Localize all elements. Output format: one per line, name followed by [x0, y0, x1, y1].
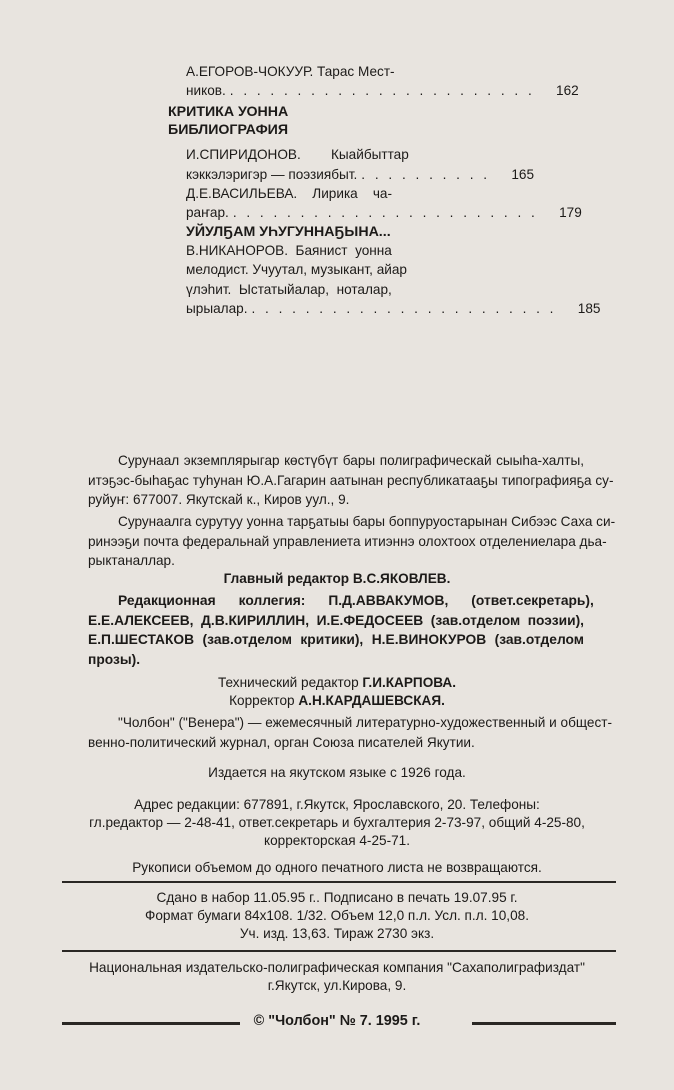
technical-editor	[60, 673, 614, 693]
toc-leader-dots: . . . . . . . . . . . . . . . . . . . . . . .	[251, 300, 557, 316]
toc-section-title: УЙУЛҔАМ УҺУГУННАҔЫНА...	[186, 224, 391, 241]
print-data-line-3: Уч. изд. 13,63. Тираж 2730 экз.	[239, 926, 435, 941]
text-line: Сурунаалга сурутуу уонна тарҕатыы бары боппуруостарынан Сибээс Саха си-	[118, 514, 616, 529]
technical-editor-label: Технический редактор	[217, 675, 363, 690]
toc-entry-nikanorov	[168, 241, 601, 318]
toc-entry-text: раҥар.	[186, 205, 229, 221]
text-line: венно-политический журнал, орган Союза писателей Якутии.	[88, 734, 475, 750]
toc-entry-text: ников.	[186, 83, 226, 99]
toc-section-critique	[168, 103, 488, 139]
corrector	[60, 691, 614, 711]
text-line: прозы).	[88, 651, 141, 667]
toc-entry-spiridonov	[168, 145, 535, 183]
toc-entry-text: В.НИКАНОРОВ. Баянист уонна	[186, 243, 392, 259]
divider	[62, 950, 616, 952]
toc-entry-last-line	[186, 299, 601, 318]
toc-section-art	[186, 223, 488, 241]
toc-leader-dots: . . . . . . . . . . . . . . . . . . . . . . .	[229, 83, 535, 99]
address-line-3: корректорская 4-25-71.	[263, 833, 410, 848]
toc-entry-text: үлэһит. Ыстатыйалар, ноталар,	[186, 281, 392, 297]
toc-leader-dots: . . . . . . . . . . . . . . . . . . . . . . .	[232, 205, 538, 221]
divider	[62, 881, 616, 883]
toc-leader-dots: . . . . . . . . . .	[361, 166, 491, 182]
toc-entry-text: Д.Е.ВАСИЛЬЕВА. Лирика ча-	[186, 185, 393, 201]
text-line: ринээҕи почта федеральнай управлениета итиэннэ олохтоох отделениелара дьа-	[88, 533, 607, 549]
chief-editor: Главный редактор В.С.ЯКОВЛЕВ.	[223, 571, 451, 586]
manuscripts-note: Рукописи объемом до одного печатного листа не возвращаются.	[132, 860, 542, 875]
errata-paragraph	[88, 451, 614, 510]
publisher-line-2: г.Якутск, ул.Кирова, 9.	[267, 978, 407, 993]
technical-editor-name: Г.И.КАРПОВА.	[362, 675, 457, 690]
print-data-line-2: Формат бумаги 84x108. 1/32. Объем 12,0 п.л. Усл. п.л. 10,08.	[145, 908, 529, 923]
toc-entry-vasilieva	[168, 184, 582, 222]
toc-page-number: 165	[511, 166, 535, 182]
text-line: Е.Е.АЛЕКСЕЕВ, Д.В.КИРИЛЛИН, И.Е.ФЕДОСЕЕВ (зав.отделом поэзии),	[88, 612, 584, 628]
editorial-board	[88, 591, 594, 669]
address-line-2: гл.редактор — 2-48-41, ответ.секретарь и бухгалтерия 2-73-97, общий 4-25-80,	[89, 815, 585, 830]
text-line: Редакционная коллегия: П.Д.АВВАКУМОВ, (ответ.секретарь),	[118, 593, 594, 608]
toc-entry-text: кэккэлэригэр — поэзиябыт.	[186, 166, 358, 182]
toc-entry-text: ырыалар.	[186, 300, 248, 316]
footer-rule-right	[472, 1022, 616, 1025]
text-line: Сурунаал экземплярыгар көстүбүт бары полиграфическай сыыһа-халты,	[118, 453, 584, 468]
toc-page-number: 185	[577, 300, 601, 316]
address-line-1: Адрес редакции: 677891, г.Якутск, Ярославского, 20. Телефоны:	[134, 797, 540, 812]
toc-entry-egorov	[168, 62, 579, 100]
text-line: руйуҥ: 677007. Якутскай к., Киров уул., 9.	[88, 492, 350, 508]
corrector-label: Корректор	[229, 693, 299, 708]
table-of-contents	[168, 62, 601, 318]
copyright: © "Чолбон" № 7. 1995 г.	[253, 1013, 421, 1029]
print-data-line-1: Сдано в набор 11.05.95 г.. Подписано в печать 19.07.95 г.	[156, 890, 518, 905]
toc-page-number: 179	[559, 205, 582, 221]
text-line: итэҕэс-быһаҕас туһунан Ю.А.Гагарин аатынан республикатааҕы типографияҕа су-	[88, 472, 614, 488]
toc-section-title: БИБЛИОГРАФИЯ	[168, 122, 289, 139]
toc-page-number: 162	[556, 83, 579, 99]
text-line: Е.П.ШЕСТАКОВ (зав.отделом критики), Н.Е.ВИНОКУРОВ (зав.отделом	[88, 632, 584, 648]
toc-section-title: КРИТИКА УОННА	[168, 104, 289, 121]
subscription-paragraph	[88, 512, 616, 571]
footer	[0, 1011, 674, 1033]
toc-entry-last-line	[186, 81, 579, 100]
publisher-line-1: Национальная издательско-полиграфическая компания "Сахаполиграфиздат"	[89, 960, 585, 975]
toc-entry-last-line	[186, 165, 535, 184]
toc-entry-text: И.СПИРИДОНОВ. Кыайбыттар	[186, 147, 409, 163]
corrector-name: А.Н.КАРДАШЕВСКАЯ.	[298, 693, 445, 708]
text-line: "Чолбон" ("Венера") — ежемесячный литературно-художественный и общест-	[118, 715, 613, 730]
text-line: рыктаналлар.	[88, 553, 175, 569]
journal-description	[88, 713, 613, 752]
toc-entry-text: А.ЕГОРОВ-ЧОКУУР. Тарас Мест-	[186, 64, 395, 79]
toc-entry-last-line	[186, 203, 582, 222]
toc-entry-text: мелодист. Учуутал, музыкант, айар	[186, 262, 407, 278]
publication-since: Издается на якутском языке с 1926 года.	[208, 765, 466, 780]
